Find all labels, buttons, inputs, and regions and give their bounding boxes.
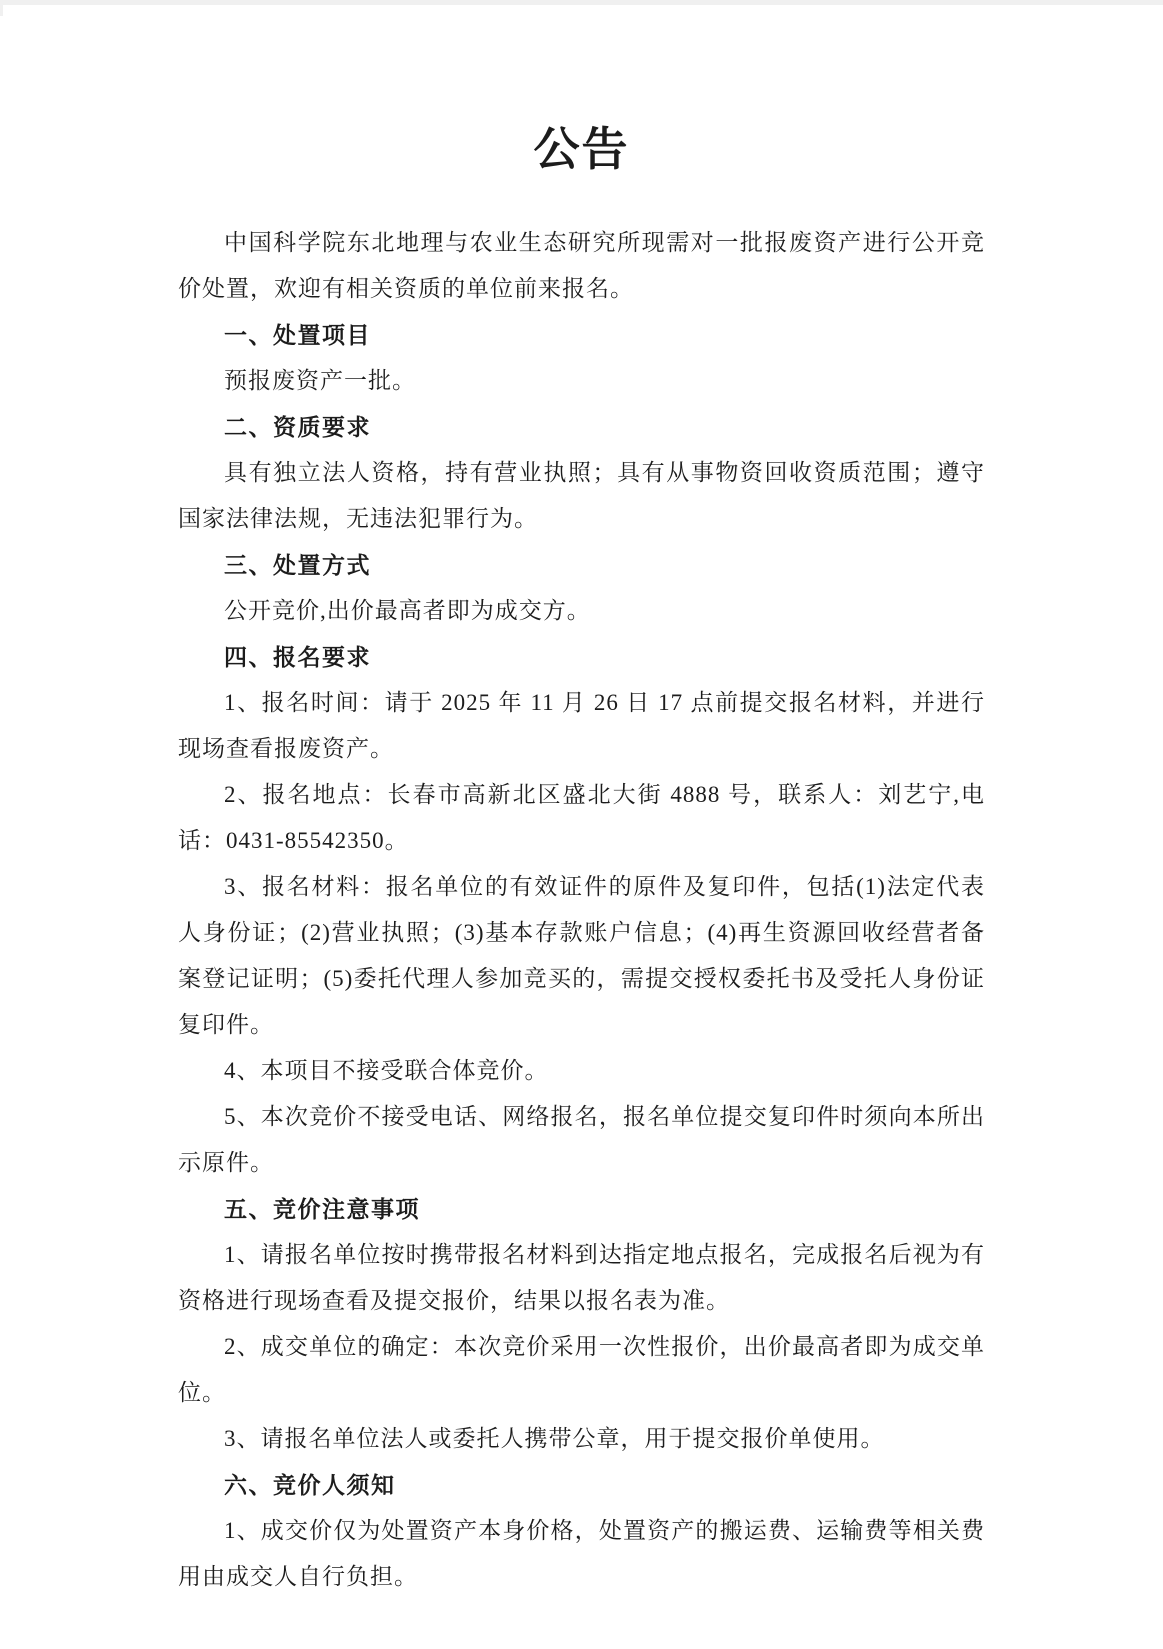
paragraph: 1、请报名单位按时携带报名材料到达指定地点报名，完成报名后视为有资格进行现场查看及提交报价，结果以报名表为准。 xyxy=(178,1242,985,1313)
paragraph: 2、成交单位的确定：本次竞价采用一次性报价，出价最高者即为成交单位。 xyxy=(178,1334,985,1405)
paragraph: 2、报名地点：长春市高新北区盛北大街 4888 号，联系人：刘艺宁,电话：0431-85542350。 xyxy=(178,782,985,853)
page-top-edge xyxy=(0,0,1163,5)
paragraph: 公开竞价,出价最高者即为成交方。 xyxy=(224,598,591,623)
page-title: 公告 xyxy=(533,124,630,175)
paragraph: 1、报名时间：请于 2025 年 11 月 26 日 17 点前提交报名材料，并进行现场查看报废资产。 xyxy=(178,690,985,761)
section-heading-4: 四、报名要求 xyxy=(224,644,371,670)
paragraph: 4、本项目不接受联合体竞价。 xyxy=(224,1058,549,1083)
intro-paragraph: 中国科学院东北地理与农业生态研究所现需对一批报废资产进行公开竞价处置，欢迎有相关资质的单位前来报名。 xyxy=(178,230,985,301)
paragraph: 3、请报名单位法人或委托人携带公章，用于提交报价单使用。 xyxy=(224,1426,885,1451)
paragraph: 1、成交价仅为处置资产本身价格，处置资产的搬运费、运输费等相关费用由成交人自行负担。 xyxy=(178,1518,985,1589)
section-heading-2: 二、资质要求 xyxy=(224,414,371,440)
section-heading-1: 一、处置项目 xyxy=(224,322,371,348)
section-heading-3: 三、处置方式 xyxy=(224,552,371,578)
paragraph: 预报废资产一批。 xyxy=(224,368,416,393)
paragraph: 3、报名材料：报名单位的有效证件的原件及复印件，包括(1)法定代表人身份证；(2)营业执照；(3)基本存款账户信息；(4)再生资源回收经营者备案登记证明；(5)委托代理人参加竞买的，需提交授权委托书及受托人身份证复印件。 xyxy=(178,874,985,1037)
paragraph: 5、本次竞价不接受电话、网络报名，报名单位提交复印件时须向本所出示原件。 xyxy=(178,1104,985,1175)
section-heading-5: 五、竞价注意事项 xyxy=(224,1196,420,1222)
section-heading-6: 六、竞价人须知 xyxy=(224,1472,396,1498)
page-left-edge xyxy=(0,0,3,16)
paragraph: 具有独立法人资格，持有营业执照；具有从事物资回收资质范围；遵守国家法律法规，无违法犯罪行为。 xyxy=(178,460,985,531)
